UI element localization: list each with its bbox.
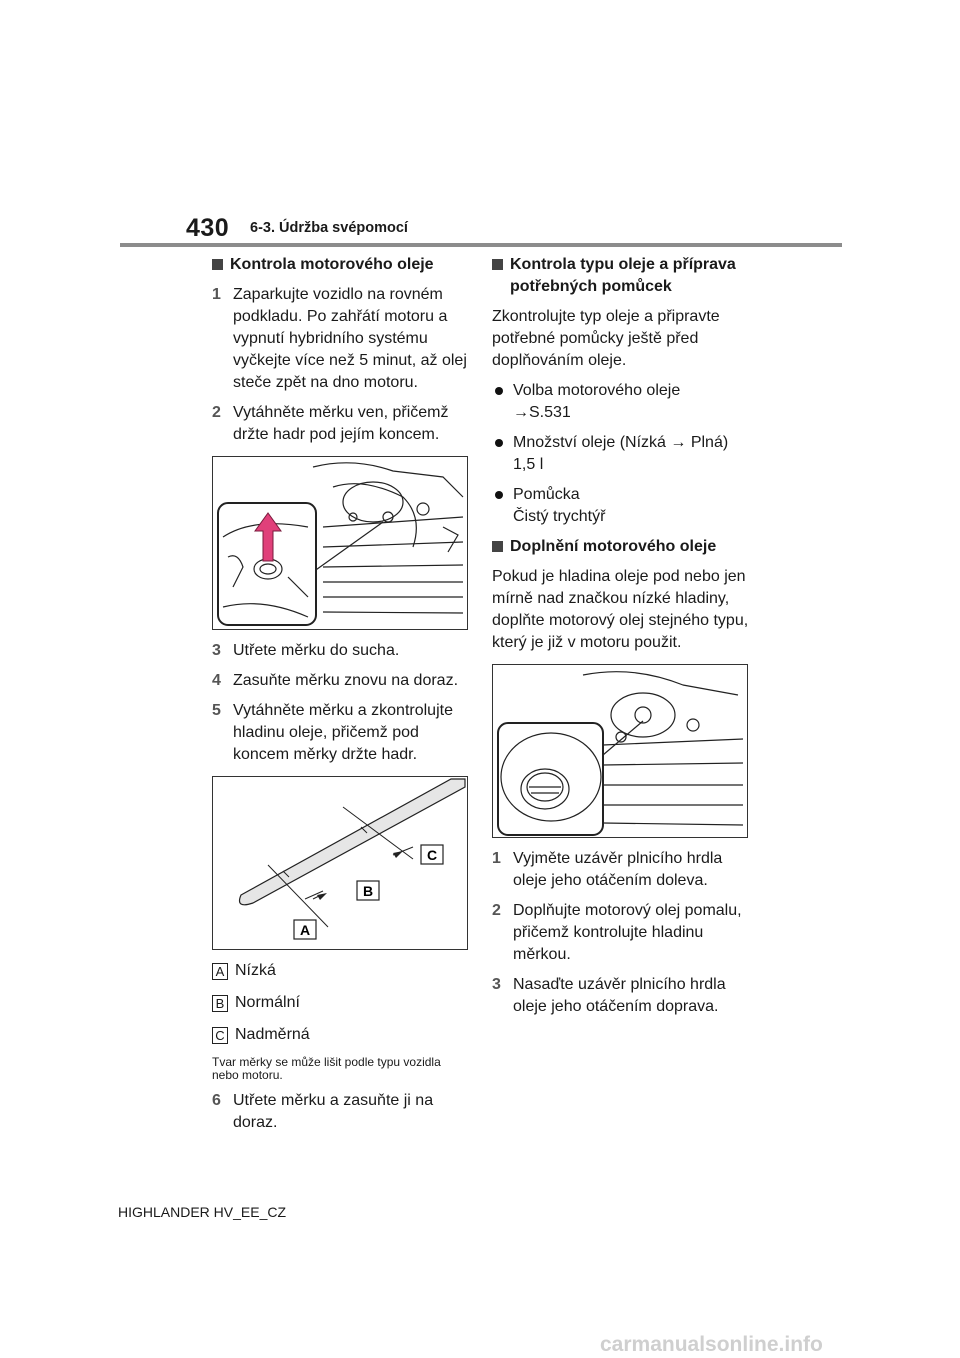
refill-text: Pokud je hladina oleje pod nebo jen mírně nad značkou nízké hladiny, doplňte motorový olej stejného typu, který je již v motoru použit. (492, 568, 749, 651)
label-a: A (299, 922, 311, 938)
watermark: carmanualsonline.info (600, 1333, 823, 1356)
dipstick-note: Tvar měrky se může lišit podle typu vozidla nebo motoru. (212, 1055, 441, 1082)
intro-text: Zkontrolujte typ oleje a připravte potřebné pomůcky ještě před doplňováním oleje. (492, 308, 720, 369)
header-rule (120, 243, 842, 247)
step-1: 1 Zaparkujte vozidlo na rovném podkladu. Po zahřátí motoru a vypnutí hybridního systému vyčkejte více než 5 minut, až olej steče zpět na dno motoru. (212, 286, 467, 391)
bullet-oil-choice: Volba motorového oleje →S.531 (492, 380, 750, 424)
label-b: B (362, 883, 374, 899)
right-column (492, 254, 750, 1026)
oil-cap-drawing (493, 665, 747, 837)
step-r2: 2 Doplňujte motorový olej pomalu, přičemž kontrolujte hladinu měrkou. (492, 902, 742, 963)
label-c: C (426, 847, 438, 863)
legend-low: A Nízká (212, 960, 470, 982)
step-4: 4 Zasuňte měrku znovu na doraz. (212, 672, 459, 689)
dipstick-level-illustration (212, 776, 468, 950)
heading-oil-check: Kontrola motorového oleje (212, 254, 470, 276)
heading-oil-type: Kontrola typu oleje a příprava potřebných pomůcek (492, 254, 750, 298)
step-2: 2 Vytáhněte měrku ven, přičemž držte hadr pod jejím koncem. (212, 404, 449, 443)
engine-bay-drawing (213, 457, 467, 629)
legend-normal: B Normální (212, 992, 470, 1014)
engine-dipstick-illustration (212, 456, 468, 630)
square-bullet-icon (492, 259, 503, 270)
section-title: 6-3. Údržba svépomocí (250, 220, 408, 236)
left-column (212, 254, 470, 1142)
footer-model: HIGHLANDER HV_EE_CZ (118, 1204, 287, 1220)
square-bullet-icon (212, 259, 223, 270)
step-5: 5 Vytáhněte měrku a zkontrolujte hladinu oleje, přičemž pod koncem měrky držte hadr. (212, 702, 453, 763)
bullet-oil-amount: Množství oleje (Nízká → Plná) 1,5 l (492, 432, 750, 476)
step-3: 3 Utřete měrku do sucha. (212, 642, 400, 659)
step-6: 6 Utřete měrku a zasuňte ji na doraz. (212, 1092, 434, 1131)
oil-cap-illustration (492, 664, 748, 838)
step-r3: 3 Nasaďte uzávěr plnicího hrdla oleje jeho otáčením doprava. (492, 976, 726, 1015)
legend-excess: C Nadměrná (212, 1024, 470, 1046)
step-r1: 1 Vyjměte uzávěr plnicího hrdla oleje jeho otáčením doleva. (492, 850, 723, 889)
heading-oil-refill: Doplnění motorového oleje (492, 536, 750, 558)
page-number: 430 (186, 214, 230, 242)
bullet-tool: Pomůcka Čistý trychtýř (492, 484, 750, 528)
square-bullet-icon (492, 541, 503, 552)
dipstick-drawing (213, 777, 467, 949)
